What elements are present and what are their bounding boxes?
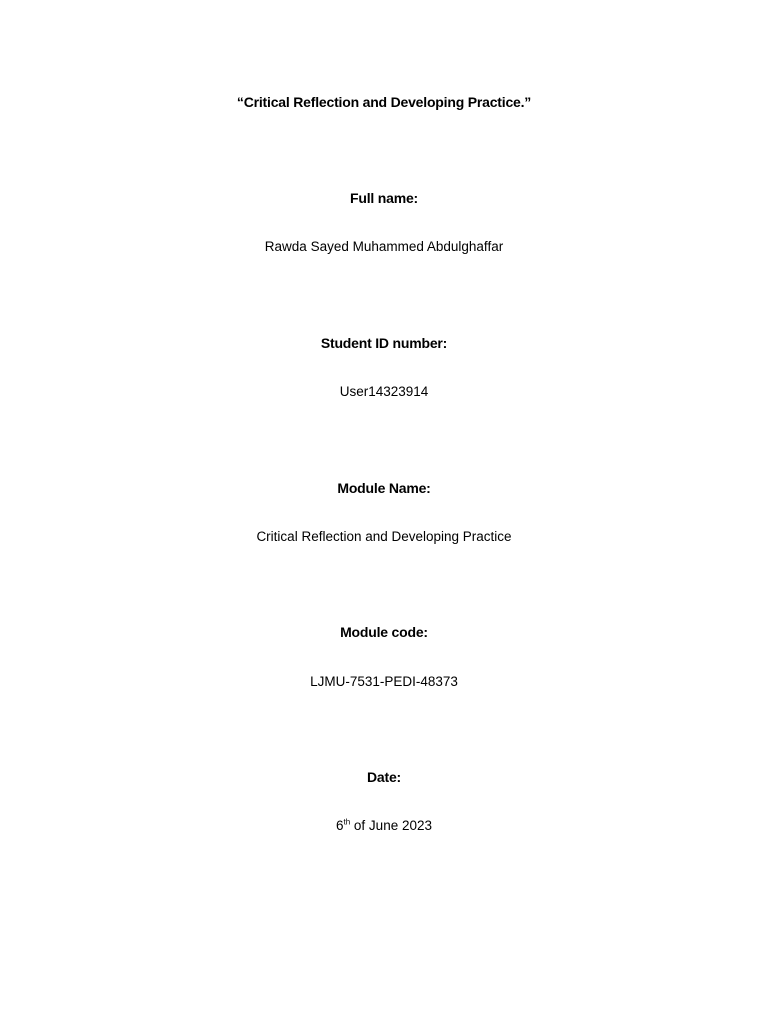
student-id-label: Student ID number:: [320, 335, 448, 351]
module-name-label: Module Name:: [337, 480, 431, 496]
module-name-value: Critical Reflection and Developing Practice: [256, 529, 512, 544]
module-code-label: Module code:: [340, 624, 428, 640]
date-day: 6: [335, 818, 344, 833]
student-id-value: User14323914: [339, 384, 429, 399]
module-code-value: LJMU-7531-PEDI-48373: [310, 674, 458, 689]
full-name-value: Rawda Sayed Muhammed Abdulghaffar: [264, 239, 504, 254]
date-ordinal-suffix: th: [343, 817, 351, 827]
date-label: Date:: [366, 769, 401, 785]
full-name-label: Full name:: [349, 190, 418, 206]
date-rest: of June 2023: [350, 818, 432, 833]
document-title: “Critical Reflection and Developing Practice.”: [236, 94, 532, 110]
date-value: [0, 817, 768, 835]
